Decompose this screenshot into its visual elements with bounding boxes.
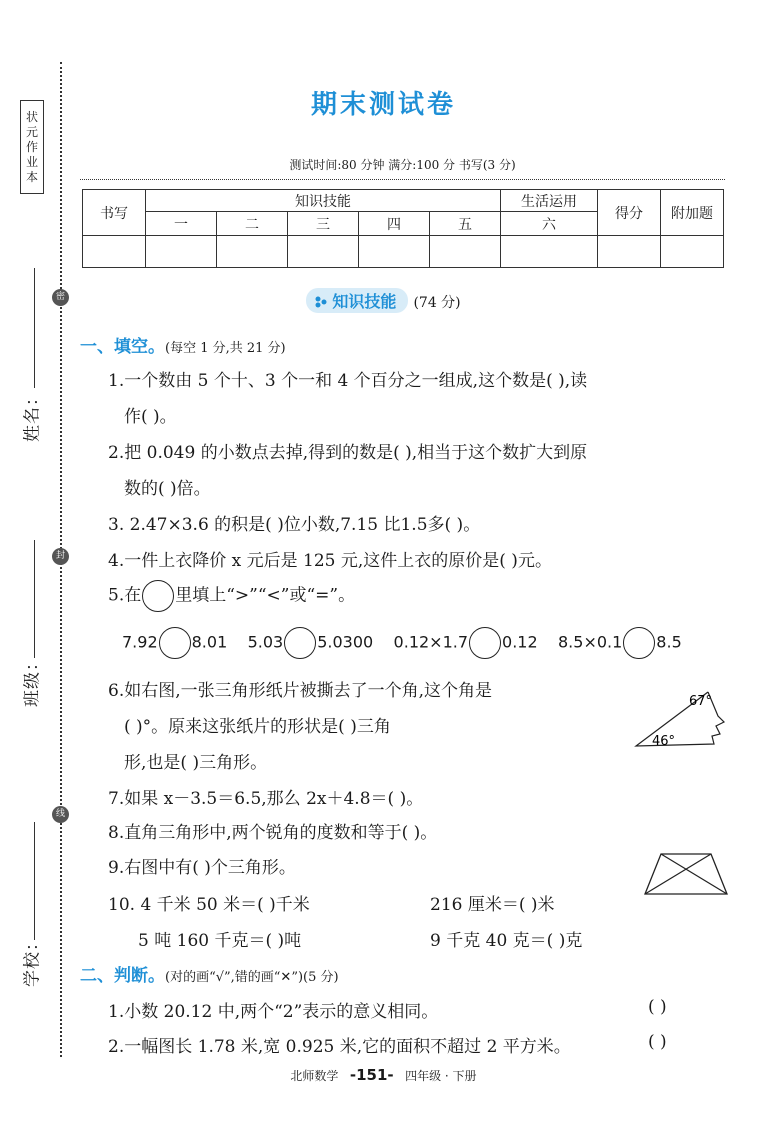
compare-circle-icon bbox=[142, 580, 174, 612]
score-cell[interactable] bbox=[359, 236, 430, 268]
score-cell[interactable] bbox=[288, 236, 359, 268]
judge-2: 2.一幅图长 1.78 米,宽 0.925 米,它的面积不超过 2 平方米。 bbox=[108, 1037, 571, 1057]
score-cell[interactable] bbox=[146, 236, 217, 268]
question-10b: 216 厘米＝( )米 bbox=[430, 895, 555, 915]
name-label-wrap bbox=[10, 355, 50, 475]
question-6b: ( )°。原来这张纸片的形状是( )三角 bbox=[124, 717, 391, 737]
judge-2-answer[interactable]: ( ) bbox=[648, 1032, 667, 1052]
class-label: 班级： bbox=[22, 653, 43, 707]
compare-circle[interactable] bbox=[623, 627, 655, 659]
question-5 bbox=[108, 580, 355, 612]
compare-row bbox=[122, 627, 682, 659]
part2-note: (对的画“√”,错的画“✕”)(5 分) bbox=[165, 970, 339, 985]
col-header: 四 bbox=[359, 212, 430, 236]
badge-char: 本 bbox=[25, 169, 38, 184]
trapezoid-figure bbox=[643, 850, 729, 896]
test-info: 测试时间:80 分钟 满分:100 分 书写(3 分) bbox=[289, 158, 516, 172]
score-cell[interactable] bbox=[598, 236, 661, 268]
school-label: 学校： bbox=[22, 933, 43, 987]
question-4: 4.一件上衣降价 x 元后是 125 元,这件上衣的原价是( )元。 bbox=[108, 551, 552, 571]
col-header: 二 bbox=[217, 212, 288, 236]
part1-heading: 一、填空。 bbox=[80, 337, 165, 357]
score-cell[interactable] bbox=[83, 236, 146, 268]
part2-heading: 二、判断。 bbox=[80, 966, 165, 986]
judge-1: 1.小数 20.12 中,两个“2”表示的意义相同。 bbox=[108, 1002, 439, 1022]
badge-char: 状 bbox=[25, 109, 38, 124]
header-divider bbox=[80, 179, 725, 180]
angle-left-label: 46° bbox=[652, 734, 676, 749]
page-number: -151- bbox=[349, 1066, 394, 1084]
section-points: (74 分) bbox=[413, 295, 461, 311]
col-header: 六 bbox=[501, 212, 598, 236]
seal-mi: 密 bbox=[52, 289, 69, 306]
question-1b: 作( )。 bbox=[124, 407, 177, 427]
question-9: 9.右图中有( )个三角形。 bbox=[108, 858, 296, 878]
part1-heading-row bbox=[80, 332, 286, 357]
seal-xian: 线 bbox=[52, 806, 69, 823]
compare-left: 5.03 bbox=[247, 632, 284, 652]
page-footer bbox=[0, 1066, 767, 1084]
bonus-header: 附加题 bbox=[661, 190, 724, 236]
life-header: 生活运用 bbox=[501, 190, 598, 212]
col-header: 三 bbox=[288, 212, 359, 236]
name-label: 姓名： bbox=[22, 388, 43, 442]
compare-right: 0.12 bbox=[502, 632, 538, 652]
compare-circle[interactable] bbox=[284, 627, 316, 659]
question-7: 7.如果 x－3.5＝6.5,那么 2x＋4.8＝( )。 bbox=[108, 789, 424, 809]
compare-circle[interactable] bbox=[469, 627, 501, 659]
knowledge-header: 知识技能 bbox=[146, 190, 501, 212]
question-6a: 6.如右图,一张三角形纸片被撕去了一个角,这个角是 bbox=[108, 681, 493, 701]
compare-left: 7.92 bbox=[122, 632, 158, 652]
question-2a: 2.把 0.049 的小数点去掉,得到的数是( ),相当于这个数扩大到原 bbox=[108, 443, 588, 463]
section-label: 知识技能 bbox=[332, 292, 397, 311]
section-pill bbox=[306, 288, 408, 313]
question-10c: 5 吨 160 千克＝( )吨 bbox=[138, 931, 302, 951]
question-8: 8.直角三角形中,两个锐角的度数和等于( )。 bbox=[108, 823, 438, 843]
writing-header: 书写 bbox=[83, 190, 146, 236]
question-10a: 10. 4 千米 50 米＝( )千米 bbox=[108, 895, 310, 915]
compare-right: 5.0300 bbox=[317, 632, 374, 652]
angle-top-label: 67° bbox=[689, 694, 713, 709]
compare-left: 8.5×0.1 bbox=[558, 632, 623, 652]
col-header: 一 bbox=[146, 212, 217, 236]
score-table bbox=[82, 189, 724, 268]
school-label-wrap bbox=[10, 900, 50, 1020]
score-header: 得分 bbox=[598, 190, 661, 236]
badge-char: 作 bbox=[25, 139, 38, 154]
seal-feng: 封 bbox=[52, 548, 69, 565]
compare-right: 8.01 bbox=[191, 632, 228, 652]
compare-right: 8.5 bbox=[656, 632, 682, 652]
score-cell[interactable] bbox=[430, 236, 501, 268]
footer-subject: 北师数学 bbox=[290, 1069, 339, 1083]
col-header: 五 bbox=[430, 212, 501, 236]
score-cell[interactable] bbox=[217, 236, 288, 268]
judge-1-answer[interactable]: ( ) bbox=[648, 997, 667, 1017]
score-cell[interactable] bbox=[661, 236, 724, 268]
question-5-post: 里填上“>”“<”或“=”。 bbox=[175, 585, 356, 606]
part2-heading-row bbox=[80, 961, 339, 986]
question-5-pre: 5.在 bbox=[108, 585, 142, 606]
dots-icon bbox=[314, 296, 328, 308]
torn-triangle-figure bbox=[632, 684, 732, 752]
part1-note: (每空 1 分,共 21 分) bbox=[165, 341, 286, 356]
question-3: 3. 2.47×3.6 的积是( )位小数,7.15 比1.5多( )。 bbox=[108, 515, 481, 535]
compare-circle[interactable] bbox=[159, 627, 191, 659]
footer-grade: 四年级 · 下册 bbox=[405, 1069, 477, 1083]
question-1a: 1.一个数由 5 个十、3 个一和 4 个百分之一组成,这个数是( ),读 bbox=[108, 371, 588, 391]
badge-char: 元 bbox=[25, 124, 38, 139]
question-2b: 数的( )倍。 bbox=[124, 479, 211, 499]
question-6c: 形,也是( )三角形。 bbox=[124, 753, 268, 773]
score-cell[interactable] bbox=[501, 236, 598, 268]
question-10d: 9 千克 40 克＝( )克 bbox=[430, 931, 583, 951]
badge-char: 业 bbox=[25, 154, 38, 169]
page-title: 期末测试卷 bbox=[310, 90, 456, 120]
section-heading bbox=[0, 288, 767, 313]
compare-left: 0.12×1.7 bbox=[393, 632, 469, 652]
class-label-wrap bbox=[10, 620, 50, 740]
